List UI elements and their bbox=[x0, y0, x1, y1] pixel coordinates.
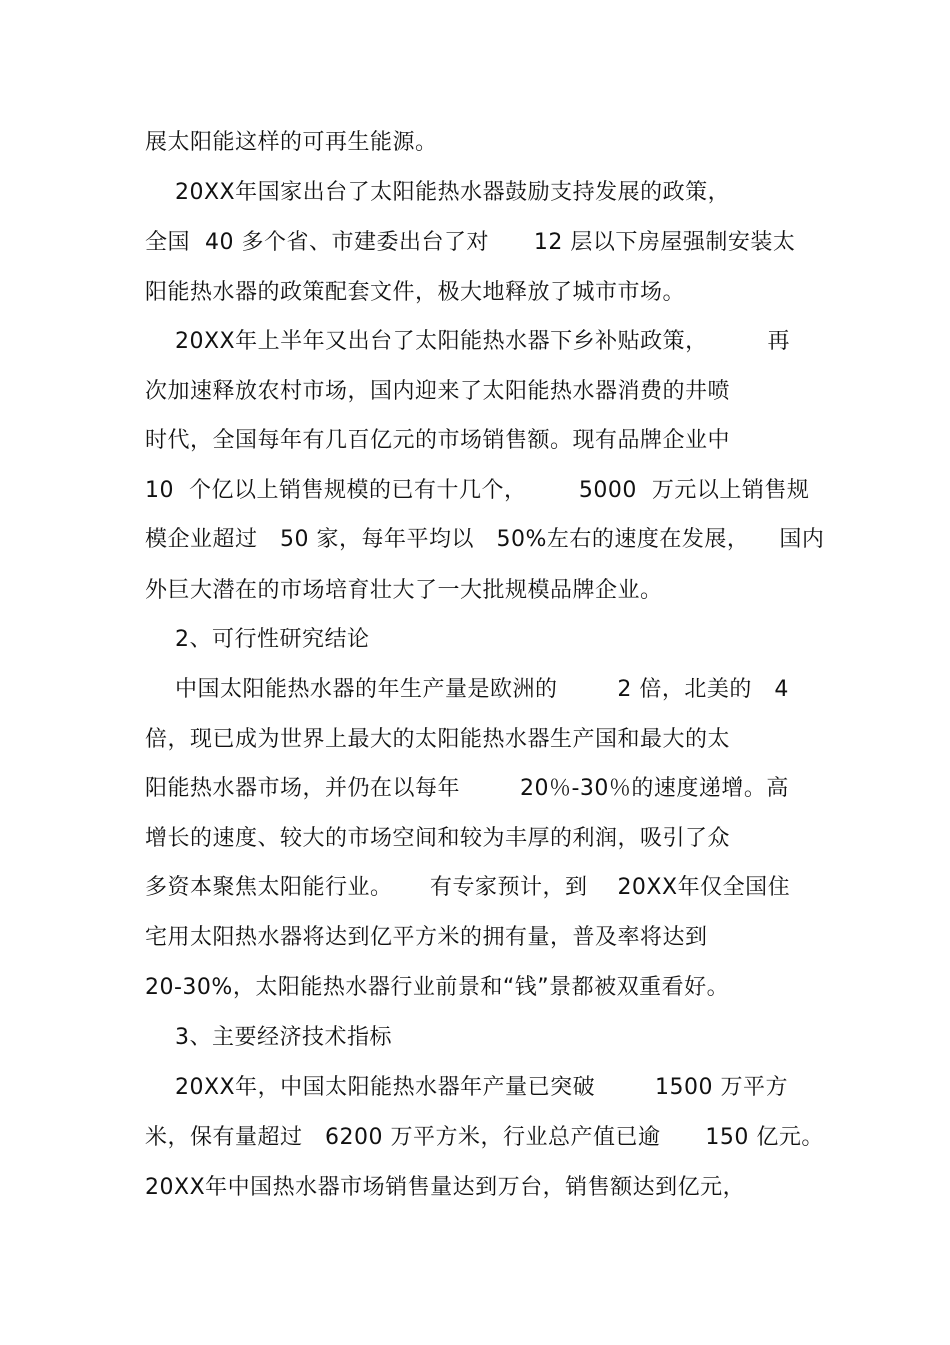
text-line-13: 倍，现已成为世界上最大的太阳能热水器生产国和最大的太 bbox=[145, 727, 731, 752]
text-line-4: 阳能热水器的政策配套文件，极大地释放了城市市场。 bbox=[145, 280, 686, 305]
section-heading-3: 3、主要经济技术指标 bbox=[145, 1025, 392, 1050]
text-line-16: 多资本聚焦太阳能行业。 有专家预计，到 20XX年仅全国住 bbox=[145, 875, 791, 900]
text-line-17: 宅用太阳热水器将达到亿平方米的拥有量，普及率将达到 bbox=[145, 925, 708, 950]
text-line-12: 中国太阳能热水器的年生产量是欧洲的 2 倍，北美的 4 bbox=[145, 677, 789, 702]
text-line-5: 20XX年上半年又出台了太阳能热水器下乡补贴政策， 再 bbox=[145, 329, 791, 354]
text-line-21: 米，保有量超过 6200 万平方米，行业总产值已逾 150 亿元。 bbox=[145, 1125, 824, 1150]
text-line-7: 时代，全国每年有几百亿元的市场销售额。现有品牌企业中 bbox=[145, 428, 731, 453]
text-line-8: 10 个亿以上销售规模的已有十几个， 5000 万元以上销售规 bbox=[145, 478, 810, 503]
section-heading-2: 2、可行性研究结论 bbox=[145, 627, 370, 652]
text-line-15: 增长的速度、较大的市场空间和较为丰厚的利润，吸引了众 bbox=[145, 826, 731, 851]
text-line-1: 展太阳能这样的可再生能源。 bbox=[145, 130, 438, 155]
text-line-6: 次加速释放农村市场，国内迎来了太阳能热水器消费的井喷 bbox=[145, 379, 731, 404]
text-line-18: 20-30%，太阳能热水器行业前景和“钱”景都被双重看好。 bbox=[145, 975, 730, 1000]
text-line-9: 模企业超过 50 家，每年平均以 50%左右的速度在发展， 国内 bbox=[145, 527, 825, 552]
text-line-20: 20XX年，中国太阳能热水器年产量已突破 1500 万平方 bbox=[145, 1075, 789, 1100]
text-line-22: 20XX年中国热水器市场销售量达到万台，销售额达到亿元， bbox=[145, 1175, 746, 1200]
text-line-2: 20XX年国家出台了太阳能热水器鼓励支持发展的政策， bbox=[145, 180, 731, 205]
text-line-10: 外巨大潜在的市场培育壮大了一大批规模品牌企业。 bbox=[145, 578, 663, 603]
text-line-3: 全国 40 多个省、市建委出台了对 12 层以下房屋强制安装太 bbox=[145, 230, 796, 255]
text-line-14: 阳能热水器市场，并仍在以每年 20％-30％的速度递增。高 bbox=[145, 776, 789, 801]
